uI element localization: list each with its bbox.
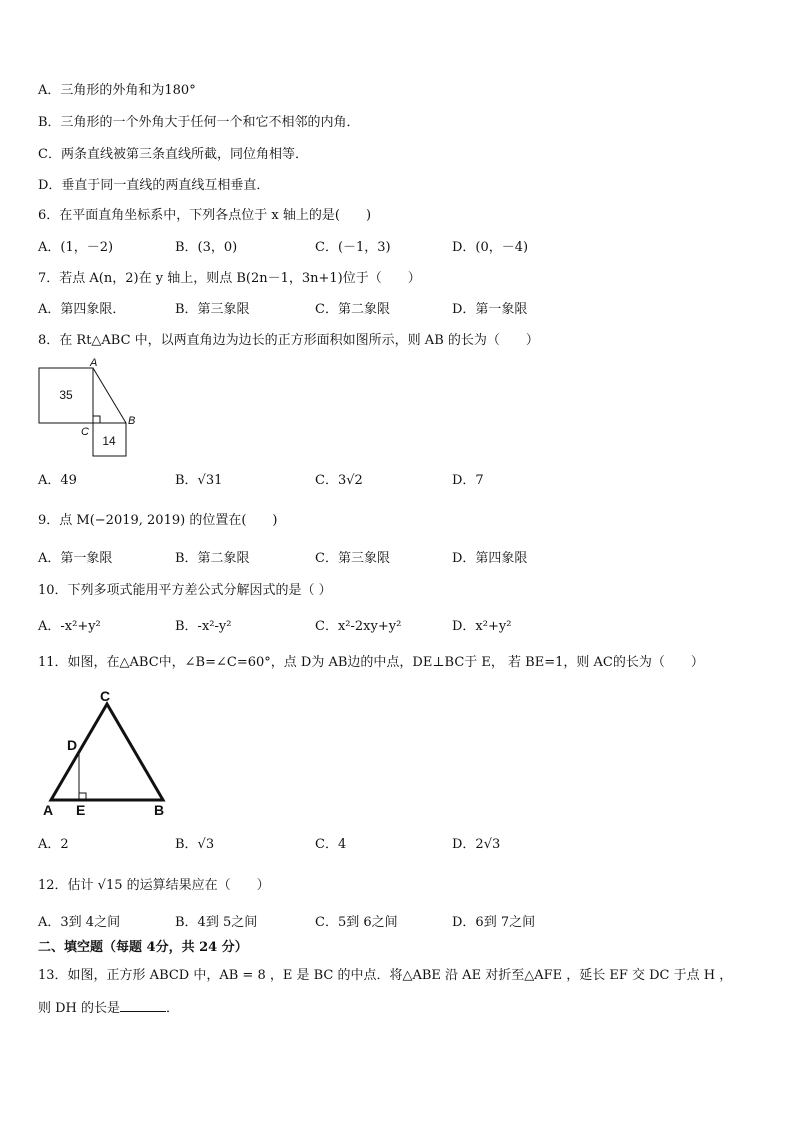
q11-stem: 11．如图，在△ABC中，∠B=∠C=60°，点 D为 AB边的中点，DE⊥BC于 E， 若 BE=1，则 AC的长为（ ） bbox=[38, 655, 704, 670]
q8-option-c: C．3√2 bbox=[315, 473, 363, 488]
q13-line1: 13．如图，正方形 ABCD 中，AB = 8 ，E 是 BC 的中点．将△ABE 沿 AE 对折至△AFE ，延长 EF 交 DC 于点 H ， bbox=[38, 968, 733, 983]
q6-options bbox=[38, 239, 758, 257]
q5-option-b: B．三角形的一个外角大于任何一个和它不相邻的内角． bbox=[38, 115, 360, 130]
q11-label-b: B bbox=[154, 802, 165, 818]
q8-option-d: D．7 bbox=[452, 473, 484, 488]
q8-figure bbox=[34, 354, 144, 460]
q8-label-b: B bbox=[128, 415, 136, 427]
q8-label-a: A bbox=[90, 357, 98, 369]
q12-option-a: A．3到 4之间 bbox=[38, 915, 121, 930]
q6-stem: 6．在平面直角坐标系中，下列各点位于 x 轴上的是( ) bbox=[38, 208, 372, 223]
q11-label-e: E bbox=[76, 802, 86, 818]
q12-stem: 12．估计 √15 的运算结果应在（ ） bbox=[38, 878, 270, 893]
q11-label-c: C bbox=[100, 688, 111, 704]
q9-option-d: D．第四象限 bbox=[452, 551, 528, 566]
q13-line2-prefix: 则 DH 的长是 bbox=[38, 1001, 121, 1016]
q11-figure bbox=[38, 684, 178, 822]
q9-option-b: B．第二象限 bbox=[175, 551, 250, 566]
q10-option-c: C．x²-2xy+y² bbox=[315, 619, 402, 634]
q9-stem: 9．点 M(−2019, 2019) 的位置在( ) bbox=[38, 513, 278, 528]
q9-option-c: C．第三象限 bbox=[315, 551, 390, 566]
q8-option-b: B．√31 bbox=[175, 473, 223, 488]
q7-option-a: A．第四象限． bbox=[38, 302, 126, 317]
section-heading: 二、填空题（每题 4分，共 24 分） bbox=[38, 940, 248, 955]
q7-option-b: B．第三象限 bbox=[175, 302, 250, 317]
q13-line2 bbox=[38, 998, 179, 1018]
q7-option-c: C．第二象限 bbox=[315, 302, 390, 317]
q10-stem: 10．下列多项式能用平方差公式分解因式的是（ ） bbox=[38, 583, 332, 598]
q10-option-d: D．x²+y² bbox=[452, 619, 512, 634]
q6-option-c: C．(－1，3) bbox=[315, 240, 391, 255]
q8-hypotenuse bbox=[93, 368, 126, 423]
q10-option-a: A．-x²+y² bbox=[38, 619, 101, 634]
q8-stem: 8．在 Rt△ABC 中，以两直角边为边长的正方形面积如图所示，则 AB 的长为（ ） bbox=[38, 333, 539, 348]
q13-line2-suffix: ． bbox=[166, 1001, 180, 1016]
q7-options bbox=[38, 301, 758, 319]
q12-option-c: C．5到 6之间 bbox=[315, 915, 398, 930]
q12-option-d: D．6到 7之间 bbox=[452, 915, 536, 930]
q8-label-c: C bbox=[81, 426, 89, 438]
q11-option-c: C．4 bbox=[315, 837, 347, 852]
q6-option-b: B．(3，0) bbox=[175, 240, 238, 255]
q11-options bbox=[38, 836, 758, 854]
q8-area-big: 35 bbox=[59, 388, 73, 402]
q6-option-d: D．(0，－4) bbox=[452, 240, 529, 255]
q11-option-d: D．2√3 bbox=[452, 837, 501, 852]
q10-options bbox=[38, 618, 758, 636]
q11-label-d: D bbox=[67, 737, 78, 753]
q7-stem: 7．若点 A(n，2)在 y 轴上，则点 B(2n－1，3n+1)位于（ ） bbox=[38, 271, 421, 286]
q12-option-b: B．4到 5之间 bbox=[175, 915, 258, 930]
q8-right-angle-mark bbox=[93, 416, 100, 423]
q11-option-b: B．√3 bbox=[175, 837, 215, 852]
q11-label-a: A bbox=[43, 802, 54, 818]
q13-answer-blank[interactable] bbox=[120, 998, 166, 1012]
q8-area-small: 14 bbox=[102, 434, 116, 448]
q12-options bbox=[38, 914, 758, 932]
q5-option-a: A．三角形的外角和为180° bbox=[38, 83, 196, 98]
q11-option-a: A．2 bbox=[38, 837, 69, 852]
q5-option-d: D．垂直于同一直线的两直线互相垂直． bbox=[38, 178, 270, 193]
q9-option-a: A．第一象限 bbox=[38, 551, 113, 566]
q9-options bbox=[38, 550, 758, 568]
q8-option-a: A．49 bbox=[38, 473, 77, 488]
q5-option-c: C．两条直线被第三条直线所截，同位角相等． bbox=[38, 147, 308, 162]
q6-option-a: A．(1，－2) bbox=[38, 240, 114, 255]
q8-options bbox=[38, 472, 758, 490]
q7-option-d: D．第一象限 bbox=[452, 302, 528, 317]
q10-option-b: B．-x²-y² bbox=[175, 619, 232, 634]
